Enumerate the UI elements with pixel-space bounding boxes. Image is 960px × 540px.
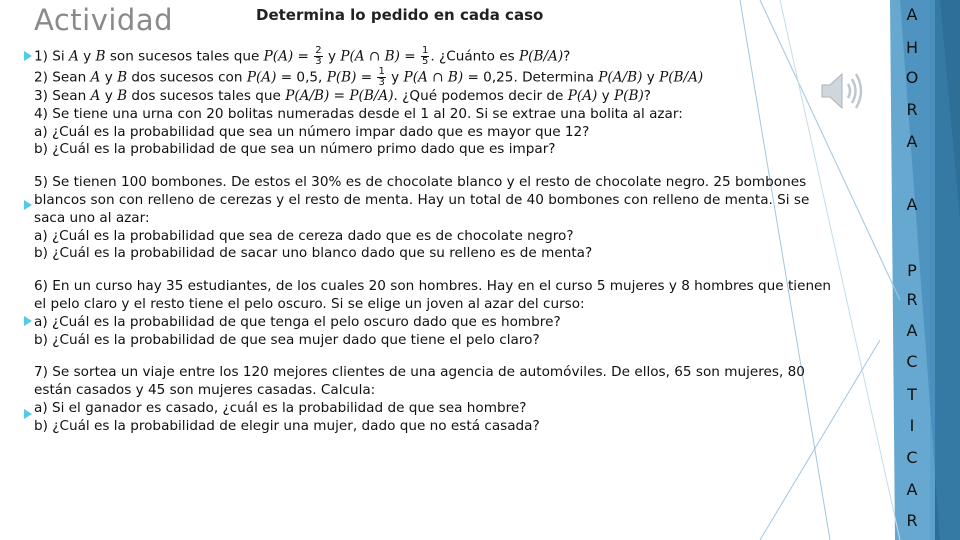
fraction: $\frac{2}{3}$ — [315, 45, 322, 67]
exercise-4b: b) ¿Cuál es la probabilidad de que sea un número primo dado que es impar? — [34, 141, 556, 158]
exercise-7b: b) ¿Cuál es la probabilidad de elegir una mujer, dado que no está casada? — [34, 417, 540, 434]
bullet-marker — [24, 409, 32, 419]
exercise-6b: b) ¿Cuál es la probabilidad de que sea mujer dado que tiene el pelo claro? — [34, 331, 540, 348]
exercise-5a: a) ¿Cuál es la probabilidad que sea de cereza dado que es de chocolate negro? — [34, 227, 574, 244]
page-subtitle: Determina lo pedido en cada caso — [256, 6, 544, 24]
exercise-5b: b) ¿Cuál es la probabilidad de sacar uno blanco dado que su relleno es de menta? — [34, 245, 593, 262]
exercise-3: 3) Sean A y B dos sucesos tales que P(A/B) = P(B/A). ¿Qué podemos decir de P(A) y P(B)? — [34, 88, 651, 104]
bullet-marker — [24, 316, 32, 326]
side-letter: I — [909, 416, 915, 435]
side-letter: A — [906, 5, 918, 24]
side-letter: C — [906, 352, 918, 371]
exercise-4: 4) Se tiene una urna con 20 bolitas numeradas desde el 1 al 20. Si se extrae una bolita al azar: — [34, 105, 683, 122]
bullet-marker — [24, 51, 32, 61]
side-letter: C — [906, 448, 918, 467]
side-letter: T — [907, 385, 917, 404]
side-letter: R — [906, 100, 918, 119]
exercise-1: 1) Si A y B son sucesos tales que P(A) = $\frac{2}{3}$ y P(A ∩ B) = $\frac{1}{5}$ . ¿Cuánto es P(B/A)? — [34, 45, 571, 67]
fraction: $\frac{1}{5}$ — [421, 45, 429, 67]
fraction: $\frac{1}{3}$ — [378, 66, 385, 88]
exercise-2: 2) Sean A y B dos sucesos con P(A) = 0,5, P(B) = $\frac{1}{3}$ y P(A ∩ B) = 0,25. Determina P(A/B) y P(B/A) — [34, 66, 704, 88]
exercise-4a: a) ¿Cuál es la probabilidad que sea un número impar dado que es mayor que 12? — [34, 123, 590, 140]
exercise-5-cont: saca uno al azar: — [34, 209, 150, 226]
exercise-7: 7) Se sortea un viaje entre los 120 mejores clientes de una agencia de automóviles. De ellos, 65 son mujeres, 80 — [34, 364, 805, 381]
exercise-6-cont: el pelo claro y el resto tiene el pelo oscuro. Si se elige un joven al azar del curso: — [34, 295, 585, 312]
side-letter: A — [906, 132, 918, 151]
exercise-7-cont: están casados y 45 son mujeres casadas. Calcula: — [34, 382, 376, 399]
side-letter: P — [907, 261, 917, 280]
side-letter: O — [905, 68, 919, 87]
side-letter: R — [906, 511, 918, 530]
exercise-list — [34, 46, 884, 436]
side-letter: R — [906, 290, 918, 309]
exercise-5: 5) Se tienen 100 bombones. De estos el 30% es de chocolate blanco y el resto de chocolate negro. 25 bombones — [34, 174, 807, 191]
exercise-6a: a) ¿Cuál es la probabilidad de que tenga el pelo oscuro dado que es hombre? — [34, 313, 561, 330]
exercise-5-cont: blancos son con relleno de cerezas y el resto de menta. Hay un total de 40 bombones con relleno de menta. Si se — [34, 191, 810, 208]
side-letter: H — [905, 38, 919, 57]
side-letter: A — [906, 321, 918, 340]
page-title: Actividad — [34, 3, 174, 37]
side-word — [894, 0, 930, 540]
side-letter: A — [906, 195, 918, 214]
bullet-marker — [24, 200, 32, 210]
exercise-7a: a) Si el ganador es casado, ¿cuál es la probabilidad de que sea hombre? — [34, 399, 527, 416]
side-letter: A — [906, 480, 918, 499]
exercise-6: 6) En un curso hay 35 estudiantes, de los cuales 20 son hombres. Hay en el curso 5 mujeres y 8 hombres que tienen — [34, 278, 832, 295]
